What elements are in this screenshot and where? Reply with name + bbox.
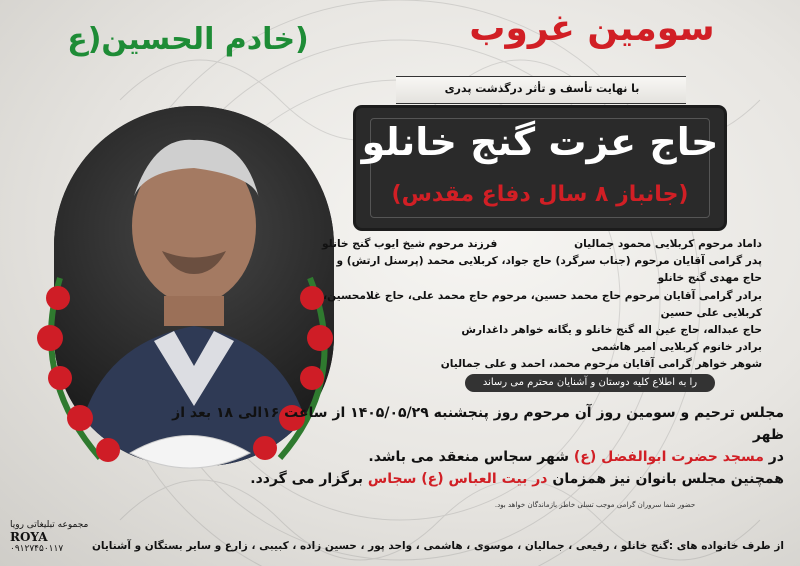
family-line: فرزند مرحوم شیخ ایوب گنج خانلو	[322, 238, 498, 250]
ceremony-prefix: همچنین مجلس بانوان نیز همزمان	[552, 471, 784, 487]
footer-text: از طرف خانواده های :گنج خانلو ، رفیعی ، جمالیان ، موسوی ، هاشمی ، واحد پور ، حسین زاده ، کبیبی ، زارع و سایر بستگان و آشنایان	[91, 540, 784, 552]
roya-logo: ROYA	[10, 530, 48, 544]
ceremony-details	[144, 402, 784, 490]
list-item: برادر خانوم کربلایی امیر هاشمی	[591, 341, 762, 354]
headline: سومین غروب	[469, 8, 715, 49]
ceremony-suffix: برگزار می گردد.	[250, 471, 364, 487]
list-item: پدر گرامی آقایان مرحوم (جناب سرگرد) حاج جواد، کربلایی محمد (پرسنل ارتش) و حاج مهدی گنج خانلو	[336, 255, 762, 285]
fine-print: حضور شما سروران گرامی موجب تسلی خاطر بازماندگان خواهد بود.	[494, 501, 696, 509]
list-item: حاج عبداله، حاج عین اله گنج خانلو و یگانه خواهر داغدارش	[461, 324, 762, 337]
roya-phone: ۰۹۱۲۷۴۵۰۱۱۷	[10, 544, 64, 554]
ceremony-place: در بیت العباس (ع) سجاس	[367, 471, 548, 487]
ceremony-prefix: در	[768, 449, 784, 465]
ceremony-suffix: شهر سجاس منعقد می باشد.	[368, 449, 569, 465]
deceased-description: (جانباز ۸ سال دفاع مقدس)	[391, 182, 689, 207]
ceremony-line-3	[144, 468, 784, 490]
ceremony-line-1: مجلس ترحیم و سومین روز آن مرحوم روز پنجشنبه ۱۴۰۵/۰۵/۲۹ از ساعت ۱۶الی ۱۸ بعد از ظهر	[172, 405, 784, 443]
list-item: شوهر خواهر گرامی آقایان مرحوم محمد، احمد و علی جمالیان	[440, 358, 762, 371]
ceremony-line-2	[144, 446, 784, 468]
subtitle-text: با نهایت تأسف و تأثر درگذشت پدری	[444, 82, 640, 95]
family-line-secondary: داماد مرحوم کربلایی محمود جمالیان	[574, 238, 762, 250]
list-item: برادر گرامی آقایان مرحوم حاج محمد حسین، مرحوم حاج محمد علی، حاج غلامحسین، کربلایی علی حسین	[323, 289, 762, 319]
left-title: (خادم الحسین(ع	[67, 22, 309, 57]
list-item	[322, 236, 762, 253]
roya-label: مجموعه تبلیغاتی رویا	[10, 520, 89, 530]
notice-banner: را به اطلاع کلیه دوستان و آشنایان محترم می رساند	[465, 374, 715, 392]
ceremony-place: مسجد حضرت ابوالفضل (ع)	[573, 449, 764, 465]
deceased-name: حاج عزت گنج خانلو	[361, 120, 719, 164]
family-list	[322, 236, 762, 374]
